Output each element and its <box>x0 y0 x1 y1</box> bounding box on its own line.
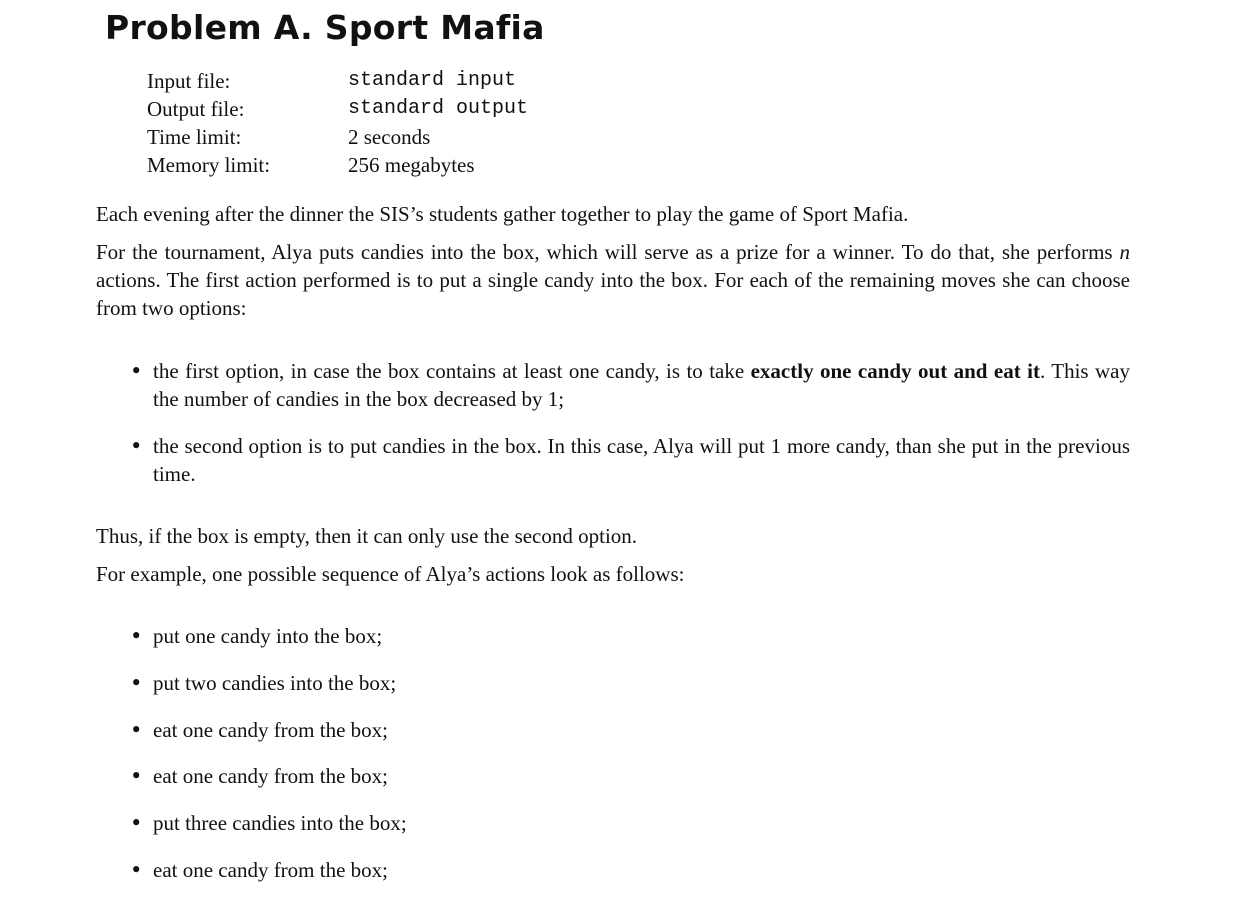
option-first <box>153 357 1130 413</box>
input-file-value: standard input <box>348 69 517 92</box>
example-step: put three candies into the box; <box>153 811 407 835</box>
variable-n: n <box>1119 240 1130 264</box>
option-second: the second option is to put candies in the box. In this case, Alya will put 1 more candy, than she put in the previous time. <box>153 434 1130 486</box>
memory-limit-row <box>147 151 528 179</box>
bullet-icon: • <box>130 811 143 835</box>
bullet-icon: • <box>130 718 143 742</box>
bullet-icon: • <box>130 764 143 788</box>
example-step: eat one candy from the box; <box>153 764 388 788</box>
input-file-label: Input file: <box>147 69 231 93</box>
time-limit-value: 2 seconds <box>348 125 431 149</box>
bullet-icon: • <box>130 858 143 882</box>
bullet-icon: • <box>130 359 143 383</box>
memory-limit-label: Memory limit: <box>147 153 271 177</box>
bullet-icon: • <box>130 434 143 458</box>
statement-paragraph-example-intro: For example, one possible sequence of Alya’s actions look as follows: <box>96 562 685 586</box>
time-limit-row <box>147 123 528 151</box>
io-limits-table <box>147 67 528 179</box>
time-limit-label: Time limit: <box>147 125 242 149</box>
option-first-text-start: the first option, in case the box contains at least one candy, is to take <box>153 359 751 383</box>
output-file-label: Output file: <box>147 97 245 121</box>
tournament-text-start: For the tournament, Alya puts candies into the box, which will serve as a prize for a winner. To do that, she performs <box>96 240 1120 264</box>
option-first-text-end: . This way the number of candies in the box decreased by 1; <box>153 359 1130 411</box>
option-first-bold: exactly one candy out and eat it <box>750 359 1040 383</box>
problem-title: Problem A. Sport Mafia <box>105 8 545 47</box>
tournament-text-end: actions. The first action performed is to put a single candy into the box. For each of the remaining moves she can choose from two options: <box>96 268 1130 320</box>
input-file-row <box>147 67 528 95</box>
memory-limit-value: 256 megabytes <box>348 153 475 177</box>
statement-paragraph-intro: Each evening after the dinner the SIS’s students gather together to play the game of Sport Mafia. <box>96 202 909 226</box>
output-file-value: standard output <box>348 97 529 120</box>
example-step: put one candy into the box; <box>153 624 383 648</box>
statement-paragraph-tournament <box>96 238 1130 322</box>
bullet-icon: • <box>130 671 143 695</box>
example-step: eat one candy from the box; <box>153 858 388 882</box>
example-step: eat one candy from the box; <box>153 718 388 742</box>
bullet-icon: • <box>130 624 143 648</box>
example-step: put two candies into the box; <box>153 671 397 695</box>
statement-paragraph-empty-box: Thus, if the box is empty, then it can only use the second option. <box>96 524 638 548</box>
output-file-row <box>147 95 528 123</box>
